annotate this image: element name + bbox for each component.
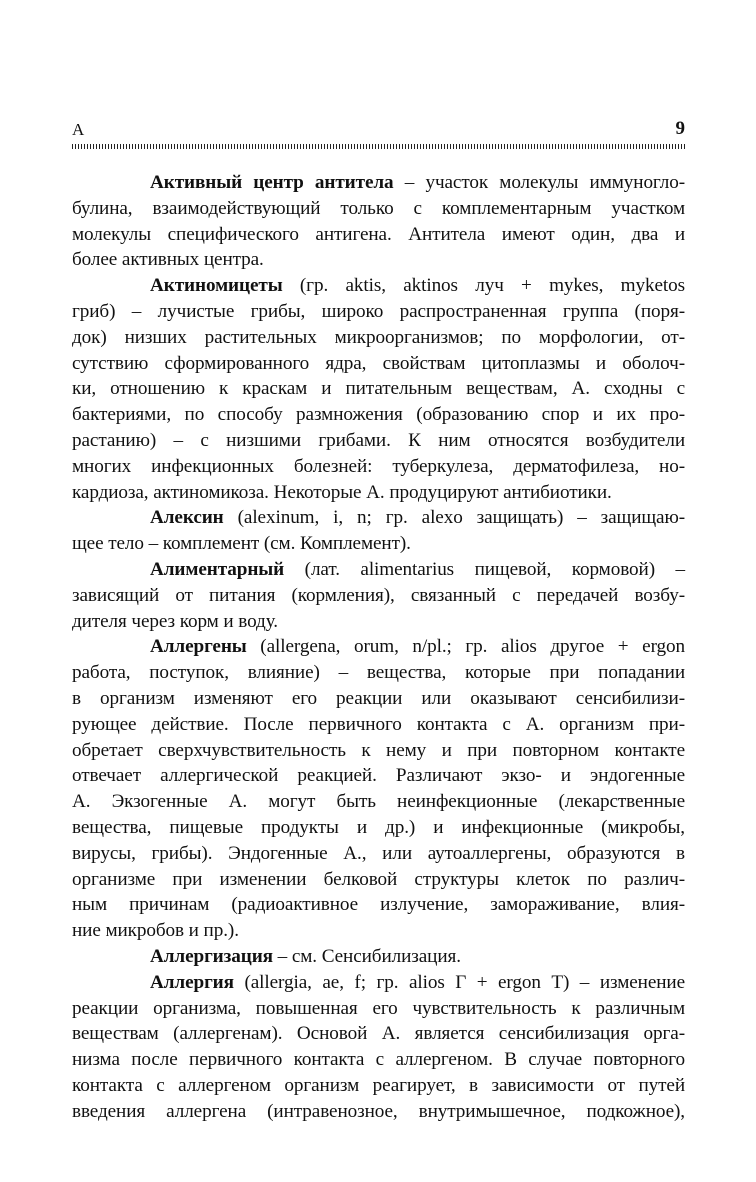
entry-term: Алиментарный [150, 558, 285, 580]
entry-line: гриб) – лучистые грибы, широко распространенная группа (поря- [72, 300, 685, 322]
entry-term: Аллергия [150, 971, 234, 993]
page-header [72, 120, 685, 144]
header-rule [72, 144, 685, 149]
section-letter: А [72, 120, 85, 139]
entry-line: вещества, пищевые продукты и др.) и инфекционные (микробы, [72, 816, 685, 838]
entry-line: Алексин (alexinum, i, n; гр. alexo защищать) – защищаю- [150, 507, 685, 529]
entry-line: растанию) – с низшими грибами. К ним относятся возбудители [72, 429, 685, 451]
entry-line: булина, взаимодействующий только с комплементарным участком [72, 197, 685, 219]
entry-line: вирусы, грибы). Эндогенные А., или аутоаллергены, образуются в [72, 842, 685, 864]
entry-term: Алексин [150, 507, 224, 529]
entry-line: ние микробов и пр.). [72, 920, 239, 942]
entry-line: низма после первичного контакта с аллергеном. В случае повторного [72, 1049, 685, 1071]
entry-line: в организм изменяют его реакции или оказывают сенсибилизи- [72, 687, 685, 709]
entry-line: более активных центра. [72, 249, 264, 271]
entry-line: ным причинам (радиоактивное излучение, замораживание, влия- [72, 894, 685, 916]
entry-line: Аллергизация – см. Сенсибилизация. [150, 945, 461, 967]
entry-line: Аллергия (allergia, ae, f; гр. alios Г + ergon Т) – изменение [150, 971, 685, 993]
entry-line: обретает сверхчувствительность к нему и при повторном контакте [72, 739, 685, 761]
entry-line: А. Экзогенные А. могут быть неинфекционные (лекарственные [72, 791, 685, 813]
entry-line: рующее действие. После первичного контакта с А. организм при- [72, 713, 685, 735]
entry-line: ки, отношению к краскам и питательным веществам, А. сходны с [72, 378, 685, 400]
entry-line: док) низших растительных микроорганизмов; по морфологии, от- [72, 326, 685, 348]
entry-term: Актиномицеты [150, 275, 283, 297]
entry-line: реакции организма, повышенная его чувствительность к различным [72, 997, 685, 1019]
entry-line: Активный центр антитела – участок молекулы иммуногло- [150, 172, 685, 193]
entry-line: дителя через корм и воду. [72, 610, 278, 632]
entry-term: Активный центр антитела [150, 172, 394, 193]
entry-line: работа, поступок, влияние) – вещества, которые при попадании [72, 662, 685, 684]
entry-line: зависящий от питания (кормления), связанный с передачей возбу- [72, 584, 685, 606]
entry-line: контакта с аллергеном организм реагирует, в зависимости от путей [72, 1074, 685, 1096]
dictionary-body [72, 170, 685, 1124]
entry-term: Аллергизация [150, 945, 273, 967]
entry-line: Аллергены (allergena, orum, n/pl.; гр. alios другое + ergon [150, 636, 685, 658]
entry-line: сутствию сформированного ядра, свойствам цитоплазмы и оболоч- [72, 352, 685, 374]
entry-line: щее тело – комплемент (см. Комплемент). [72, 533, 411, 555]
entry-line: Актиномицеты (гр. aktis, aktinos луч + mykes, myketos [150, 275, 685, 297]
entry-line: отвечает аллергической реакцией. Различают экзо- и эндогенные [72, 765, 685, 787]
entry-line: введения аллергена (интравенозное, внутримышечное, подкожное), [72, 1100, 685, 1122]
entry-line: веществам (аллергенам). Основой А. является сенсибилизация орга- [72, 1023, 685, 1045]
entry-line: кардиоза, актиномикоза. Некоторые А. продуцируют антибиотики. [72, 481, 612, 503]
entry-line: многих инфекционных болезней: туберкулеза, дерматофилеза, но- [72, 455, 685, 477]
entry-line: бактериями, по способу размножения (образованию спор и их про- [72, 404, 685, 426]
page-number: 9 [675, 118, 685, 139]
entry-line: Алиментарный (лат. alimentarius пищевой, кормовой) – [150, 558, 685, 580]
entry-line: организме при изменении белковой структуры клеток по различ- [72, 868, 685, 890]
entry-line: молекулы специфического антигена. Антитела имеют один, два и [72, 223, 685, 245]
entry-term: Аллергены [150, 636, 247, 658]
